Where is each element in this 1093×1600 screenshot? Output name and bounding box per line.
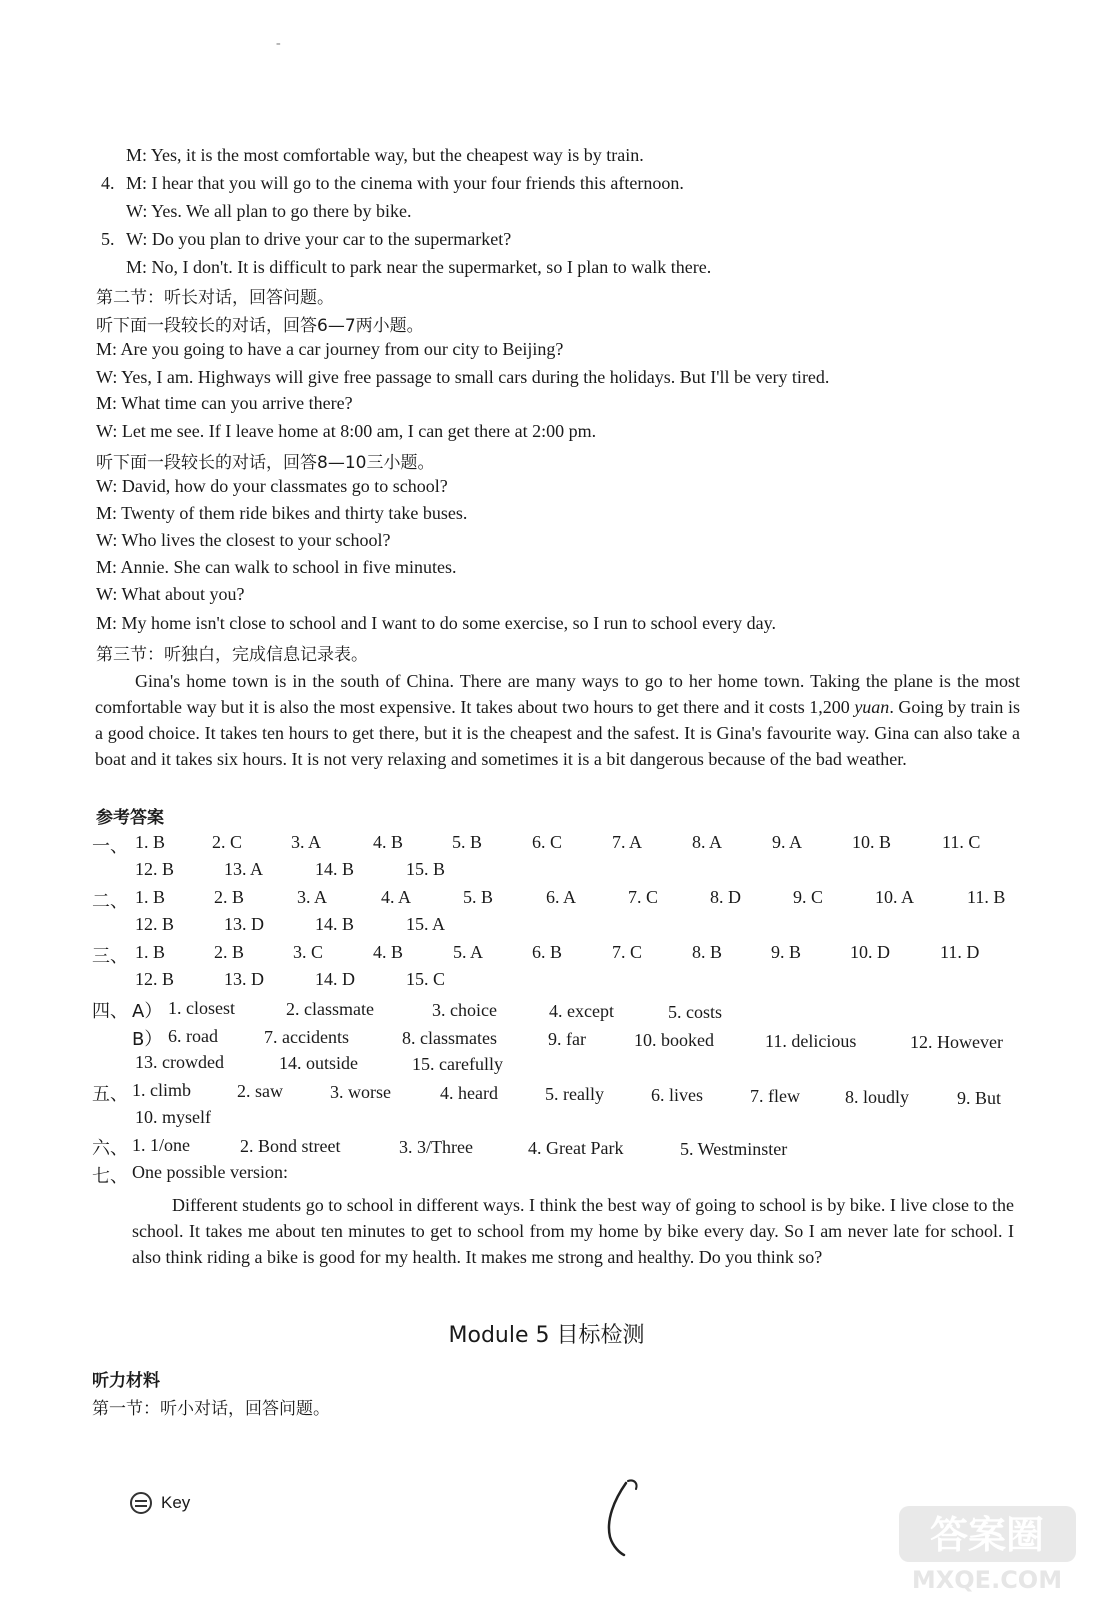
- answer-item: 8. D: [710, 887, 741, 907]
- answer-item: 5. Westminster: [680, 1139, 788, 1159]
- answer-item: 8. B: [692, 942, 723, 962]
- dialogue-number: 5.: [101, 229, 115, 249]
- dialogue-number: 4.: [101, 173, 115, 193]
- answer-item: 10. myself: [135, 1107, 211, 1127]
- section2-title: 第二节：听长对话，回答问题。: [96, 288, 334, 308]
- svg-text:MXQE.COM: MXQE.COM: [911, 1566, 1063, 1594]
- answer-item: 5. B: [452, 832, 483, 852]
- answer-item: 3. 3/Three: [399, 1137, 473, 1157]
- listening-material-title: 听力材料: [92, 1371, 160, 1391]
- section3-title: 第三节：听独白，完成信息记录表。: [96, 645, 368, 665]
- answer-item: 15. C: [406, 969, 446, 989]
- top-mark: -: [276, 36, 281, 51]
- answer-item: 7. A: [612, 832, 643, 852]
- dialogue-line: W: Who lives the closest to your school?: [96, 530, 391, 550]
- answer-part-label: 四、: [92, 1001, 128, 1022]
- dialogue-line: M: I hear that you will go to the cinema with your four friends this afternoon.: [126, 173, 684, 193]
- section1-title: 第一节：听小对话，回答问题。: [92, 1399, 330, 1419]
- answer-item: 15. carefully: [412, 1054, 503, 1074]
- answer-item: 7. C: [612, 942, 643, 962]
- answer-row: [0, 969, 1093, 995]
- answer-item: 9. C: [793, 887, 824, 907]
- answer-item: 7. flew: [750, 1086, 800, 1106]
- answer-item: 14. B: [315, 859, 355, 879]
- subpart-prefix: B）: [132, 1029, 163, 1050]
- answer-item: 8. A: [692, 832, 723, 852]
- answer-item: 2. B: [214, 887, 245, 907]
- answer-item: 13. D: [224, 914, 264, 934]
- dialogue-line: M: What time can you arrive there?: [96, 393, 353, 413]
- dialogue-line: W: What about you?: [96, 584, 245, 604]
- answers-title: 参考答案: [96, 808, 164, 828]
- dialogue-line: W: Do you plan to drive your car to the supermarket?: [126, 229, 512, 249]
- part-6-7-intro: 听下面一段较长的对话，回答6—7两小题。: [96, 316, 424, 336]
- answer-item: 9. far: [548, 1029, 586, 1049]
- answer-item: 6. road: [168, 1026, 218, 1046]
- answer-item: 6. lives: [651, 1085, 703, 1105]
- answer-part-label: 七、: [92, 1166, 128, 1187]
- answer-item: 11. C: [942, 832, 981, 852]
- dialogue-line: W: Let me see. If I leave home at 8:00 am, I can get there at 2:00 pm.: [96, 421, 597, 441]
- essay-intro: One possible version:: [132, 1162, 288, 1182]
- answer-item: 3. C: [293, 942, 324, 962]
- answer-item: 8. classmates: [402, 1028, 497, 1048]
- answer-item: 9. B: [771, 942, 802, 962]
- answer-item: 11. delicious: [765, 1031, 857, 1051]
- watermark-logo: [895, 1500, 1080, 1595]
- monologue-text-b: . Going by train is a good choice. It takes ten hours to get there, but it is the cheapest and the safest. It is Gina's favourite way. Gina can also take a boat and it takes six hours. It is not very relaxing and sometimes it is a bit dangerous because of the bad weather.: [95, 697, 1020, 769]
- part-8-10-intro: 听下面一段较长的对话，回答8—10三小题。: [96, 453, 435, 473]
- answer-item: 1. B: [135, 832, 166, 852]
- answer-item: 5. B: [463, 887, 494, 907]
- answer-item: 3. A: [297, 887, 328, 907]
- answer-item: 10. A: [875, 887, 915, 907]
- monologue-yuan: yuan: [854, 697, 890, 717]
- answer-item: 8. loudly: [845, 1087, 910, 1107]
- dialogue-line: W: Yes. We all plan to go there by bike.: [126, 201, 412, 221]
- svg-text:答案圈: 答案圈: [929, 1513, 1045, 1557]
- handwritten-mark: [596, 1475, 656, 1560]
- answer-part-label: 六、: [92, 1138, 128, 1159]
- answer-item: 4. B: [373, 942, 404, 962]
- answer-item: 4. heard: [440, 1083, 498, 1103]
- dialogue-line: M: Are you going to have a car journey from our city to Beijing?: [96, 339, 564, 359]
- answer-item: 13. crowded: [135, 1052, 224, 1072]
- answer-item: 11. B: [967, 887, 1006, 907]
- answer-item: 1. 1/one: [132, 1135, 190, 1155]
- footer-key-label: Key: [161, 1493, 191, 1512]
- essay-text: Different students go to school in different ways. I think the best way of going to school is by bike. I live close to the school. It takes me about ten minutes to get to school from my home by bike every day. So I am never late for school. I also think riding a bike is good for my health. It makes me strong and healthy. Do you think so?: [132, 1195, 1014, 1267]
- answer-item: 12. B: [135, 969, 175, 989]
- monologue-text-a: Gina's home town is in the south of China. There are many ways to go to her home town. Taking the plane is the most comfortable way but it is also the most expensive. It takes about two hours to get there and it costs 1,200: [95, 671, 1020, 717]
- dialogue-line: W: David, how do your classmates go to school?: [96, 476, 448, 496]
- answer-row: [0, 914, 1093, 940]
- answer-item: 11. D: [940, 942, 980, 962]
- answer-item: 14. outside: [279, 1053, 358, 1073]
- answer-item: 12. B: [135, 859, 175, 879]
- answer-item: 10. D: [850, 942, 890, 962]
- answer-row: [0, 832, 1093, 858]
- dialogue-line: M: Annie. She can walk to school in five minutes.: [96, 557, 457, 577]
- answer-item: 2. saw: [237, 1081, 283, 1101]
- module-heading: Module 5 目标检测: [448, 1323, 645, 1348]
- answer-part-label: 一、: [92, 836, 128, 857]
- answer-item: 10. B: [852, 832, 892, 852]
- dialogue-line: M: No, I don't. It is difficult to park near the supermarket, so I plan to walk there.: [126, 257, 712, 277]
- answer-item: 2. Bond street: [240, 1136, 341, 1156]
- answer-item: 2. B: [214, 942, 245, 962]
- answer-item: 10. booked: [634, 1030, 714, 1050]
- answer-item: 15. A: [406, 914, 446, 934]
- dialogue-line: M: Yes, it is the most comfortable way, but the cheapest way is by train.: [126, 145, 644, 165]
- dialogue-line: W: Yes, I am. Highways will give free passage to small cars during the holidays. But I'll be very tired.: [96, 367, 830, 387]
- answer-item: 4. except: [549, 1001, 614, 1021]
- key-book-icon: [130, 1492, 152, 1514]
- answer-item: 4. A: [381, 887, 412, 907]
- answer-item: 6. A: [546, 887, 577, 907]
- answer-item: 9. But: [957, 1088, 1002, 1108]
- answer-item: 2. C: [212, 832, 243, 852]
- answer-item: 2. classmate: [286, 999, 374, 1019]
- dialogue-line: M: Twenty of them ride bikes and thirty take buses.: [96, 503, 468, 523]
- answer-item: 3. A: [291, 832, 322, 852]
- answer-part-label: 五、: [92, 1084, 128, 1105]
- subpart-prefix: A）: [132, 1001, 163, 1022]
- answer-item: 1. climb: [132, 1080, 191, 1100]
- answer-item: 3. worse: [330, 1082, 391, 1102]
- answer-part-label: 二、: [92, 891, 128, 912]
- answer-item: 9. A: [772, 832, 803, 852]
- answer-item: 7. C: [628, 887, 659, 907]
- answer-item: 3. choice: [432, 1000, 497, 1020]
- answer-item: 4. B: [373, 832, 404, 852]
- answer-item: 13. D: [224, 969, 264, 989]
- answer-item: 1. B: [135, 887, 166, 907]
- answer-row: [0, 942, 1093, 968]
- answer-item: 7. accidents: [264, 1027, 349, 1047]
- answer-item: 1. B: [135, 942, 166, 962]
- answer-item: 6. B: [532, 942, 563, 962]
- answer-item: 1. closest: [168, 998, 235, 1018]
- essay-paragraph: [132, 1192, 1014, 1270]
- answer-item: 14. D: [315, 969, 355, 989]
- answer-item: 13. A: [224, 859, 264, 879]
- answer-item: 5. really: [545, 1084, 604, 1104]
- answer-item: 12. B: [135, 914, 175, 934]
- dialogue-line: M: My home isn't close to school and I want to do some exercise, so I run to school every day.: [96, 613, 776, 633]
- answer-item: 12. However: [910, 1032, 1003, 1052]
- answer-row: [0, 887, 1093, 913]
- monologue-paragraph: [95, 668, 1020, 772]
- answer-item: 6. C: [532, 832, 563, 852]
- answer-row: [0, 859, 1093, 885]
- answer-item: 5. costs: [668, 1002, 722, 1022]
- answer-item: 15. B: [406, 859, 446, 879]
- answer-part-label: 三、: [92, 946, 128, 967]
- answer-item: 14. B: [315, 914, 355, 934]
- answer-item: 4. Great Park: [528, 1138, 624, 1158]
- answer-item: 5. A: [453, 942, 484, 962]
